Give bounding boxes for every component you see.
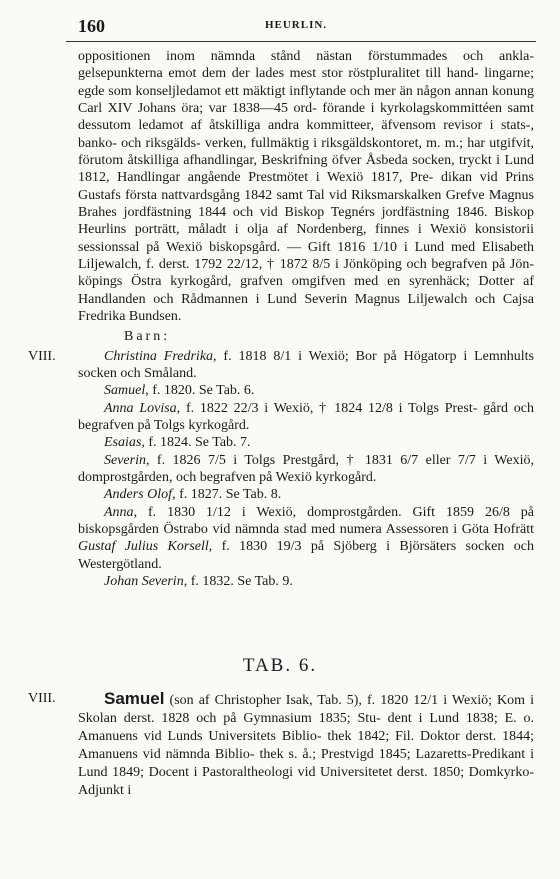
child-name: Christina Fredrika [104, 348, 214, 364]
running-head: HEURLIN. [264, 19, 328, 31]
person-name: Samuel [104, 689, 165, 708]
child-entry: Esaias, f. 1824. Se Tab. 7. [104, 435, 251, 451]
intro-paragraph: oppositionen inom nämnda stånd nästan förstummades och ankla- gelsepunkterna emot dem der lades mest stor röstpluralitet till hand- lingarne; egde som konseljledamot ett mäktigt inflytande och mer än någon annan konung Carl XIV Johans öra; var 1838—45 ord- förande i kyrkolagskommittéen samt dessutom ledamot af åtskilliga andra kommitteer, äfvensom revisor i stats-, banko- och riksgälds- verken, fullmäktig i riksgäldskontoret, m. m.; har utgifvit, förutom åtskilliga afhandlingar, Beskrifning öfver Åsbeda socken, tryckt i Lund 1812, Handlingar angående Prestmötet i Wexiö 1817, Pre- dikan vid Prins Gustafs första nattvardsgång 1842 samt Tal vid Riksmarskalken Grefve Magnus Brahes jordfästning 1844 och vid Biskop Tegnérs jordfästning 1846. Biskop Heurlins porträtt, måladt i olja af Nordenberg, finnes i Wexiö konsistorii sessionssal på Wexiö biskopsgård. — Gift 1816 1/10 i Lund med Elisabeth Liljewalch, f. derst. 1792 22/12, † 1872 8/5 i Jönköping och begrafven på Jön- köpings Östra kyrkogård, grafven omgifven med en syrenhäck; Dotter af Handlanden och Rådmannen i Lund Severin Magnus Liljewalch och Cajsa Fredrika Bundsen. [78, 49, 534, 325]
child-entry: Anna, f. 1830 1/12 i Wexiö, domprostgården. Gift 1859 26/8 på biskopsgården Östrabo vid nämnda stad med numera Assessoren i Göta Hofrätt Gustaf Julius Korsell, f. 1830 19/3 på Sjöberg i Björsäters socken och Westergötland. [78, 504, 534, 572]
page-number: 160 [78, 16, 105, 36]
header-rule [66, 41, 536, 42]
child-name: Anna Lovisa [104, 400, 177, 416]
generation-numeral: VIII. [28, 348, 56, 364]
child-entry: Severin, f. 1826 7/5 i Tolgs Prestgård, † 1831 6/7 eller 7/7 i Wexiö, domprostgården, och begrafven på Wexiö kyrkogård. [78, 452, 534, 485]
child-name: Anders Olof [104, 487, 173, 503]
tab6-entry [28, 689, 534, 800]
child-name: Esaias [104, 435, 142, 451]
page-header [66, 16, 526, 38]
main-text [28, 48, 535, 590]
child-entry: Johan Severin, f. 1832. Se Tab. 9. [104, 573, 293, 589]
child-name: Johan Severin [104, 573, 184, 589]
spouse-name: Gustaf Julius Korsell [78, 539, 209, 555]
child-entry: Anna Lovisa, f. 1822 22/3 i Wexiö, † 1824 12/8 i Tolgs Prest- gård och begrafven på Tolgs kyrkogård. [78, 400, 535, 433]
children-heading: Barn: [124, 328, 171, 344]
generation-numeral: VIII. [28, 691, 56, 706]
child-name: Anna [104, 504, 134, 520]
child-entry: Anders Olof, f. 1827. Se Tab. 8. [104, 487, 282, 503]
table-heading: TAB. 6. [242, 655, 318, 676]
child-name: Samuel [104, 383, 146, 399]
biography-text: (son af Christopher Isak, Tab. 5), f. 1820 12/1 i Wexiö; Kom i Skolan derst. 1828 och på Gymnasium 1835; Stu- dent i Lund 1838; E. o. Amanuens vid Lunds Universitets Biblio- thek 1842; Fil. Doktor derst. 1844; Amanuens vid nämnda Biblio- thek s. å.; Prestvigd 1845; Lazaretts-Predikant i Lund 1849; Docent i Pastoraltheologi vid Universitetet derst. 1850; Domkyrko-Adjunkt i [78, 693, 534, 798]
child-entry: Samuel, f. 1820. Se Tab. 6. [104, 383, 255, 399]
child-entry: VIII. Christina Fredrika, f. 1818 8/1 i Wexiö; Bor på Högatorp i Lemnhults socken och Småland. [28, 348, 535, 381]
child-name: Severin [104, 452, 146, 468]
